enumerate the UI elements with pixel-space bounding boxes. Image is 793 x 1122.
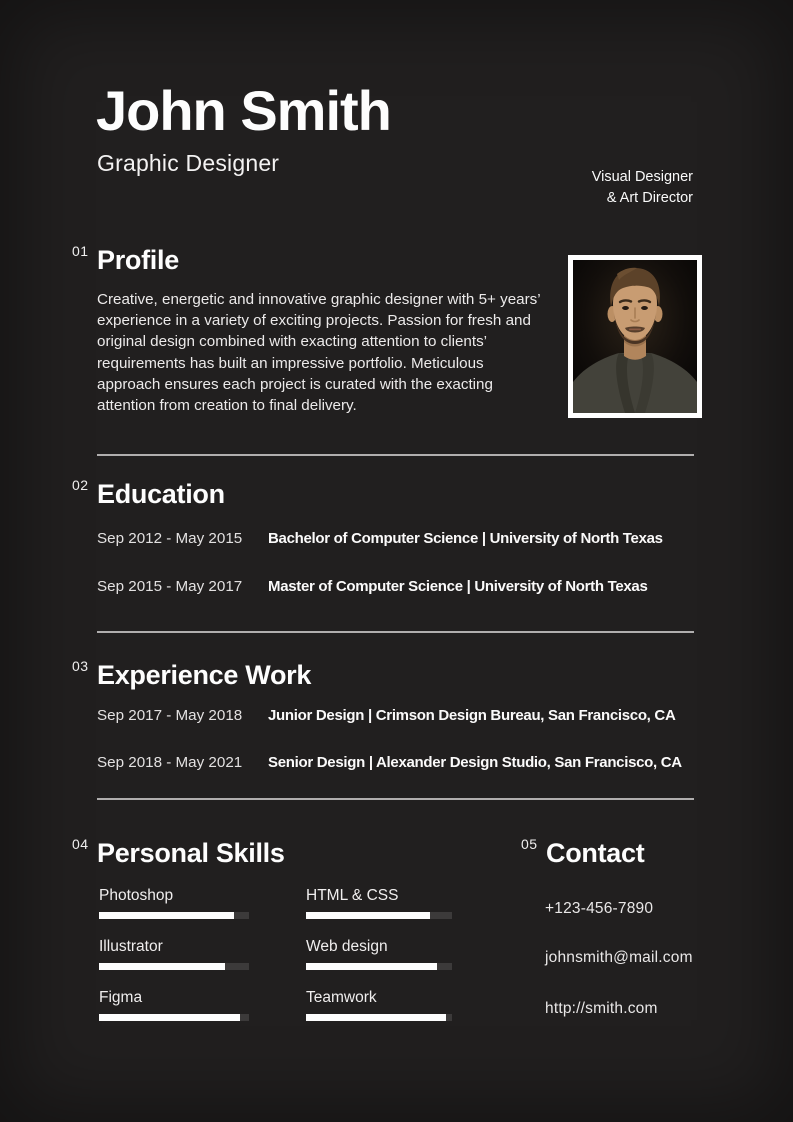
education-row [97, 530, 747, 547]
education-dates: Sep 2012 - May 2015 [97, 530, 243, 547]
experience-row [97, 754, 747, 771]
skill-label: Web design [306, 938, 388, 955]
education-row [97, 578, 747, 595]
skill-bar-track [99, 1014, 249, 1021]
contact-email: johnsmith@mail.com [545, 949, 693, 966]
skill-bar-track [99, 912, 249, 919]
skill-bar-track [306, 963, 452, 970]
skill-bar-fill [306, 1014, 446, 1021]
skill-label: Illustrator [99, 938, 163, 955]
skill-bar-track [99, 963, 249, 970]
experience-dates: Sep 2017 - May 2018 [97, 707, 243, 724]
skill-bar-fill [99, 912, 234, 919]
skill-bar-track [306, 912, 452, 919]
divider [97, 798, 694, 800]
section-heading-experience: Experience Work [97, 660, 312, 690]
tagline [592, 167, 693, 209]
contact-phone: +123-456-7890 [545, 900, 654, 917]
portrait-illustration [573, 260, 697, 413]
skill-item-illustrator [99, 938, 249, 970]
skill-bar-fill [99, 963, 225, 970]
education-dates: Sep 2015 - May 2017 [97, 578, 243, 595]
skill-label: HTML & CSS [306, 887, 399, 904]
section-number-experience: 03 [72, 658, 89, 674]
skill-bar-fill [306, 963, 437, 970]
education-detail: Master of Computer Science | University of North Texas [268, 578, 648, 595]
skill-item-photoshop [99, 887, 249, 919]
section-number-profile: 01 [72, 243, 89, 259]
section-heading-education: Education [97, 479, 225, 509]
section-number-contact: 05 [521, 836, 538, 852]
skill-item-web-design [306, 938, 452, 970]
experience-dates: Sep 2018 - May 2021 [97, 754, 243, 771]
skill-label: Figma [99, 989, 143, 1006]
tagline-line-1: Visual Designer [591, 169, 693, 185]
divider [97, 454, 694, 456]
divider [97, 631, 694, 633]
experience-row [97, 707, 747, 724]
contact-website: http://smith.com [545, 1000, 658, 1017]
person-name: John Smith [96, 79, 391, 142]
education-detail: Bachelor of Computer Science | University of North Texas [268, 530, 663, 547]
section-number-education: 02 [72, 477, 89, 493]
tagline-line-2: & Art Director [606, 190, 693, 206]
skill-bar-track [306, 1014, 452, 1021]
section-heading-contact: Contact [546, 838, 645, 868]
section-heading-profile: Profile [97, 245, 179, 275]
experience-detail: Junior Design | Crimson Design Bureau, San Francisco, CA [268, 707, 676, 724]
skill-item-html-css [306, 887, 452, 919]
skill-item-figma [99, 989, 249, 1021]
skill-label: Photoshop [99, 887, 174, 904]
skill-item-teamwork [306, 989, 452, 1021]
section-number-skills: 04 [72, 836, 89, 852]
portrait-photo [568, 255, 702, 418]
experience-detail: Senior Design | Alexander Design Studio, San Francisco, CA [268, 754, 682, 771]
skill-label: Teamwork [306, 989, 377, 1006]
skill-bar-fill [99, 1014, 240, 1021]
section-heading-skills: Personal Skills [97, 838, 285, 868]
skill-bar-fill [306, 912, 430, 919]
person-job-title: Graphic Designer [97, 150, 280, 176]
profile-summary-text: Creative, energetic and innovative graphic designer with 5+ years’ experience in a variety of exciting projects. Passion for fresh and original design combined with exacting attention to clients’ requirements has built an impressive portfolio. Meticulous approach ensures each project is curated with the exacting attention from creation to final delivery. [97, 291, 541, 415]
